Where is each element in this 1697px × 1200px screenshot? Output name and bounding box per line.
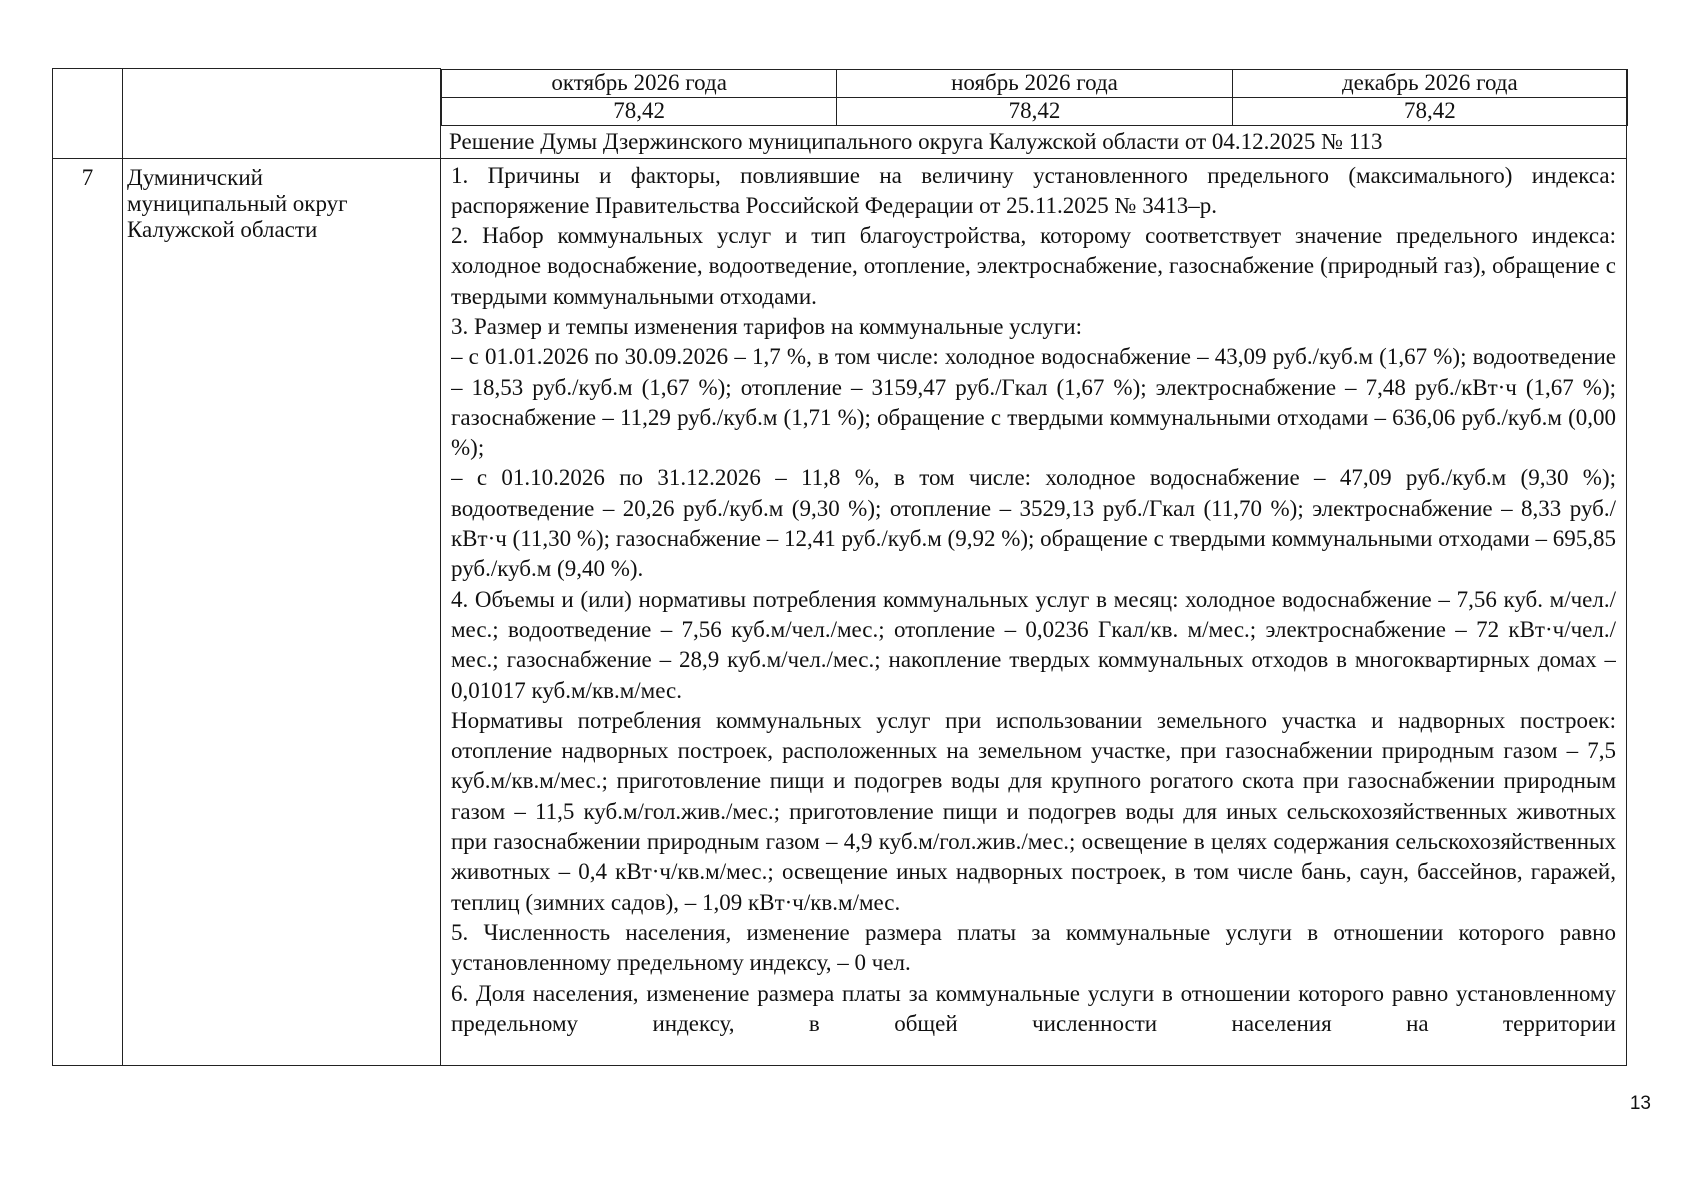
- body-cell-previous: [441, 69, 1627, 159]
- paragraph-5: 5. Численность населения, изменение размера платы за коммунальные услуги в отношении которого равно установленному предельному индексу, – 0 чел.: [451, 919, 1616, 976]
- table-row-7: [53, 158, 1627, 1065]
- paragraph-norms: Нормативы потребления коммунальных услуг при использовании земельного участка и надворных построек: отопление надворных построек, расположенных на земельном участке, при газоснабжении природным газом – 7,5 куб.м/кв.м/мес.; приготовление пищи и подогрев воды для крупного рогатого скота при газоснабжении природным газом – 11,5 куб.м/гол.жив./мес.; приготовление пищи и подогрев воды для иных сельскохозяйственных животных при газоснабжении природным газом – 4,9 куб.м/гол.жив./мес.; освещение в целях содержания сельскохозяйственных животных – 0,4 кВт·ч/кв.м/мес.; освещение иных надворных построек, в том числе бань, саун, бассейнов, гаражей, теплиц (зимних садов), – 1,09 кВт·ч/кв.м/мес.: [451, 707, 1616, 915]
- page-number: 13: [1629, 1093, 1651, 1114]
- month-header-december: декабрь 2026 года: [1232, 69, 1627, 97]
- number-cell-empty: [53, 69, 123, 159]
- row-details: [441, 158, 1627, 1065]
- paragraph-2: 2. Набор коммунальных услуг и тип благоустройства, которому соответствует значение предельного индекса: холодное водоснабжение, водоотведение, отопление, электроснабжение, газоснабжение (природный газ), обращение с твердыми коммунальными отходами.: [451, 223, 1616, 309]
- months-values-row: [442, 97, 1628, 125]
- main-table: [52, 68, 1627, 1066]
- row-number: 7: [53, 158, 123, 1065]
- name-cell-empty: [123, 69, 441, 159]
- month-value-october: 78,42: [442, 97, 837, 125]
- municipality-name-text: Думиничский муниципальный округ Калужской области: [127, 164, 348, 242]
- paragraph-6: 6. Доля населения, изменение размера платы за коммунальные услуги в отношении которого равно установленному предельному индексу, в общей численности населения на территории: [451, 980, 1616, 1036]
- paragraph-tariffs-1: – с 01.01.2026 по 30.09.2026 – 1,7 %, в том числе: холодное водоснабжение – 43,09 руб./куб.м (1,67 %); водоотведение – 18,53 руб./куб.м (1,67 %); отопление – 3159,47 руб./Гкал (1,67 %); электроснабжение – 7,48 руб./кВт·ч (1,67 %); газоснабжение – 11,29 руб./куб.м (1,71 %); обращение с твердыми коммунальными отходами – 636,06 руб./куб.м (0,00 %);: [451, 344, 1616, 461]
- table-row-previous: [53, 69, 1627, 159]
- previous-decision-reference: Решение Думы Дзержинского муниципального округа Калужской области от 04.12.2025 № 113: [449, 128, 1383, 154]
- details-text-block: [451, 161, 1616, 1065]
- paragraph-3: 3. Размер и темпы изменения тарифов на коммунальные услуги:: [451, 313, 1082, 339]
- month-value-november: 78,42: [837, 97, 1232, 125]
- municipality-name: [123, 158, 441, 1065]
- month-header-november: ноябрь 2026 года: [837, 69, 1232, 97]
- months-table: [441, 69, 1628, 126]
- paragraph-tariffs-2: – с 01.10.2026 по 31.12.2026 – 11,8 %, в том числе: холодное водоснабжение – 47,09 руб./куб.м (9,30 %); водоотведение – 20,26 руб./куб.м (9,30 %); отопление – 3529,13 руб./Гкал (11,70 %); электроснабжение – 8,33 руб./кВт·ч (11,30 %); газоснабжение – 12,41 руб./куб.м (9,92 %); обращение с твердыми коммунальными отходами – 695,85 руб./куб.м (9,40 %).: [451, 465, 1616, 582]
- months-header-row: [442, 69, 1628, 97]
- month-header-october: октябрь 2026 года: [442, 69, 837, 97]
- paragraph-1: 1. Причины и факторы, повлиявшие на величину установленного предельного (максимального) индекса: распоряжение Правительства Российской Федерации от 25.11.2025 № 3413–р.: [451, 162, 1616, 218]
- month-value-december: 78,42: [1232, 97, 1627, 125]
- paragraph-4: 4. Объемы и (или) нормативы потребления коммунальных услуг в месяц: холодное водоснабжение – 7,56 куб. м/чел./мес.; водоотведение – 7,56 куб.м/чел./мес.; отопление – 0,0236 Гкал/кв. м/мес.; электроснабжение – 72 кВт·ч/чел./мес.; газоснабжение – 28,9 куб.м/чел./мес.; накопление твердых коммунальных отходов в многоквартирных домах – 0,01017 куб.м/кв.м/мес.: [451, 586, 1616, 703]
